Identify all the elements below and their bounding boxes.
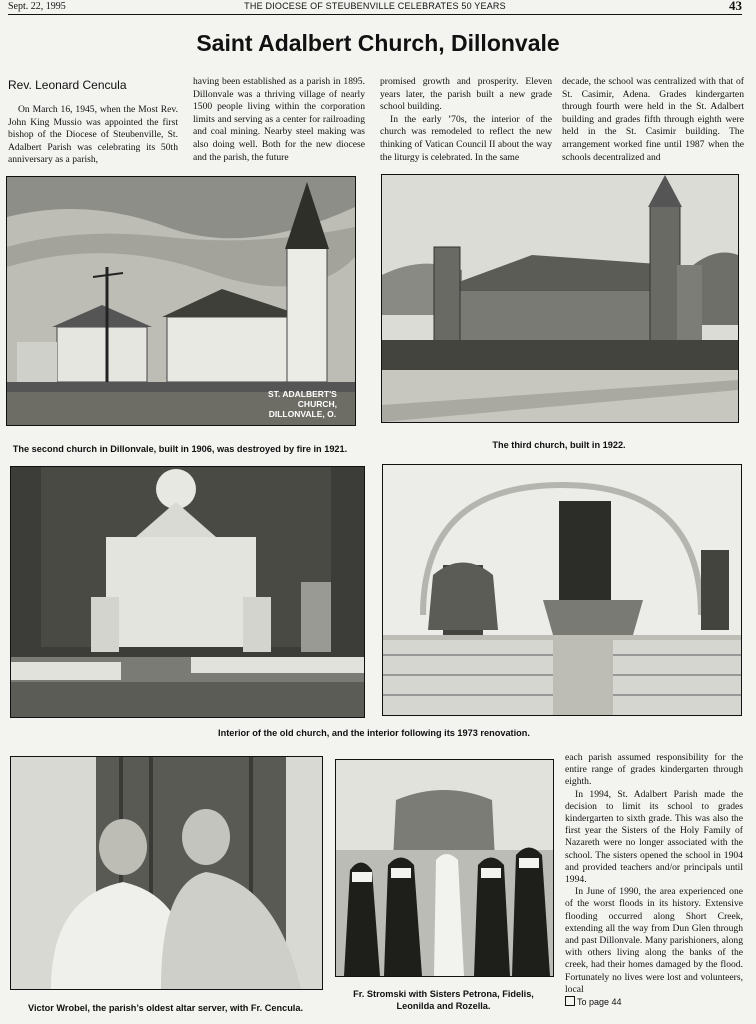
checkbox-square-icon bbox=[565, 996, 575, 1006]
interiors-caption: Interior of the old church, and the interior following its 1973 renovation. bbox=[218, 728, 530, 738]
article-title: Saint Adalbert Church, Dillonvale bbox=[196, 30, 560, 56]
paragraph: having been established as a parish in 1895. Dillonvale was a thriving village of nearly 1500 people living within the corporation limits and serving as a center for railroading and coal mining. Nearby steel making was also doing well. Both for the new diocese and the parish, the future bbox=[193, 76, 365, 163]
third-church-photo bbox=[381, 174, 739, 423]
text-column-2 bbox=[193, 76, 365, 164]
inscription-line: ST. ADALBERT'S bbox=[268, 389, 337, 399]
text-column-5 bbox=[565, 752, 743, 1009]
photo-inscription bbox=[268, 389, 337, 419]
renovated-interior-photo bbox=[382, 464, 742, 716]
third-church-caption: The third church, built in 1922. bbox=[492, 440, 626, 450]
paragraph: On March 16, 1945, when the Most Rev. John King Mussio was appointed the first bishop of the Diocese of Steubenville, St. Adalbert Parish was celebrating its 50th anniversary as a parish, bbox=[8, 104, 178, 166]
text-column-3 bbox=[380, 76, 552, 164]
paragraph: In 1994, St. Adalbert Parish made the decision to limit its school to grades kindergarten to sixth grade. This was also the first year the Sisters of the Holy Family of Nazareth were no longer associated with the school. The sisters opened the school in 1904 and provided teachers and/or principals until 1994. bbox=[565, 788, 743, 886]
paragraph: each parish assumed responsibility for the entire range of grades kindergarten through eighth. bbox=[565, 752, 743, 788]
second-church-photo bbox=[6, 176, 356, 426]
page-number: 43 bbox=[729, 0, 742, 13]
jump-text: To page 44 bbox=[577, 997, 622, 1008]
paragraph: In June of 1990, the area experienced one of the worst floods in its history. Extensive flooding occurred along Short Creek, extending all the way from Dun Glen through and past Dillonvale. Many parishioners, along with others living along the banks of the creek, had their homes damaged by the flood. Fortunately no lives were lost and volunteers, local bbox=[565, 886, 743, 995]
issue-date: Sept. 22, 1995 bbox=[8, 1, 66, 12]
wrobel-caption: Victor Wrobel, the parish’s oldest altar server, with Fr. Cencula. bbox=[27, 1003, 304, 1013]
old-interior-photo bbox=[10, 466, 365, 718]
caption-line: Fr. Stromski with Sisters Petrona, Fidelis, bbox=[353, 989, 534, 999]
sisters-caption bbox=[335, 988, 552, 1012]
inscription-line: DILLONVALE, O. bbox=[268, 409, 337, 419]
text-column-4 bbox=[562, 76, 744, 164]
page-header bbox=[8, 0, 742, 15]
text-column-1 bbox=[8, 104, 178, 167]
section-title: THE DIOCESE OF STEUBENVILLE CELEBRATES 50 YEARS bbox=[244, 1, 506, 11]
sisters-photo bbox=[335, 759, 554, 977]
caption-line: Leonilda and Rozella. bbox=[396, 1001, 491, 1011]
paragraph: decade, the school was centralized with that of St. Casimir, Adena. Grades kindergarten through fourth were held in the St. Adalbert building and grades fifth through eighth were held in the St. Casimir building. The arrangement worked fine until 1987 when the schools decentralized and bbox=[562, 76, 744, 163]
paragraph: promised growth and prosperity. Eleven years later, the parish built a new grade school building. bbox=[380, 76, 552, 113]
continued-link[interactable] bbox=[565, 996, 743, 1009]
inscription-line: CHURCH, bbox=[297, 399, 337, 409]
author-byline: Rev. Leonard Cencula bbox=[8, 78, 127, 92]
second-church-caption: The second church in Dillonvale, built in 1906, was destroyed by fire in 1921. bbox=[12, 444, 348, 454]
wrobel-cencula-photo bbox=[10, 756, 323, 990]
paragraph: In the early ’70s, the interior of the church was remodeled to reflect the new thinking of Vatican Council II about the way the liturgy is celebrated. In the same bbox=[380, 113, 552, 163]
